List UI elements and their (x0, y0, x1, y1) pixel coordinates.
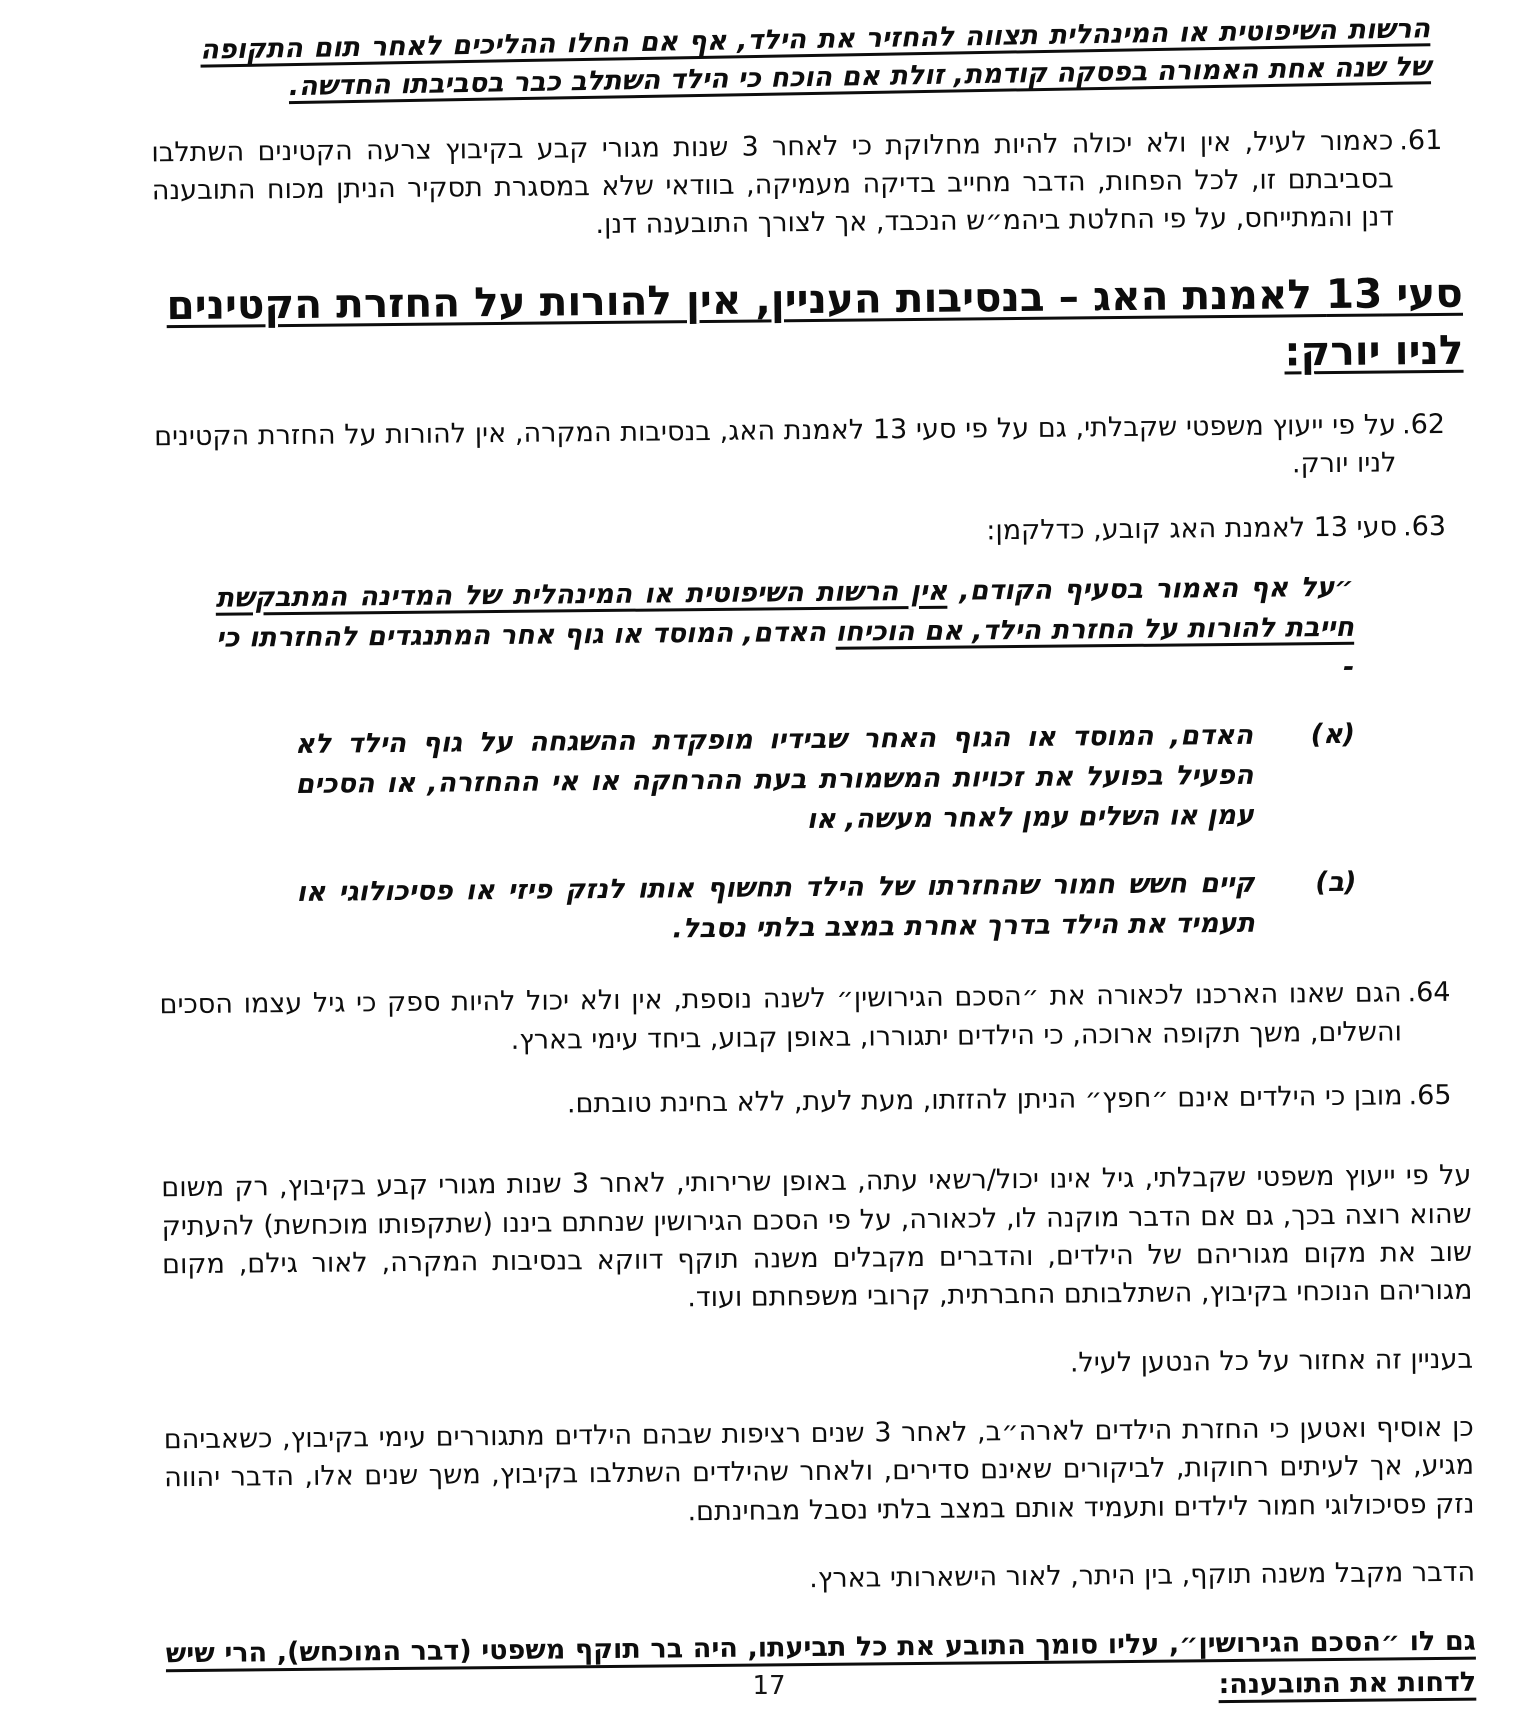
clause-b-text: קיים חשש חמור שהחזרתו של הילד תחשוף אותו לנזק פיזי או פסיכולוגי או תעמיד את הילד בדרך אחרת במצב בלתי נסבל. (296, 868, 1256, 945)
clause-a (217, 715, 1356, 846)
clause-b (218, 863, 1357, 954)
paragraph-number: 64. (1407, 977, 1451, 1009)
paragraph-text: כאמור לעיל, אין ולא יכולה להיות מחלוקת כי לאחר 3 שנות מגורי קבע בקיבוץ צרעה הקטינים השתלבו בסביבתם זו, לכל הפחות, הדבר מחייב בדיקה מעמיקה, בוודאי שלא במסגרת תסקיר הניתן מכוח התובענה דנן והמתייחס, על פי החלטת ביהמ״ש הנכבד, אך לצורך התובענה דנן. (151, 125, 1395, 241)
paragraph-text: מובן כי הילדים אינם ״חפץ״ הניתן להזזתו, מעת לעת, ללא בחינת טובתם. (566, 1080, 1403, 1120)
closing-statement: גם לו ״הסכם הגירושין״, עליו סומך התובע את כל תביעתו, היה בר תוקף משפטי (דבר המוכחש), הרי שיש לדחות את התובענה: (165, 1625, 1477, 1700)
clause-a-text: האדם, המוסד או הגוף האחר שבידיו מופקדת ההשגחה על גוף הילד לא הפעיל בפועל את זכויות המשמורת בעת ההרחקה או אי ההחזרה, או הסכים עמן או השלים עמן לאחר מעשה, או (294, 720, 1254, 836)
paragraph-65 (160, 1077, 1470, 1128)
paragraph-62 (154, 405, 1465, 494)
quote-underlined-phrase: אין הרשות השיפוטית או המינהלית של המדינה המתבקשת חייבת להורות על החזרת הילד, אם הוכיחו (215, 575, 1355, 648)
paragraph-text: על פי ייעוץ משפטי שקבלתי, גם על פי סעי 13 לאמנת האג, בנסיבות המקרה, אין להורות על החזרת הקטינים לניו יורק. (153, 409, 1397, 480)
paragraph-63 (155, 508, 1465, 559)
argument-paragraph-2: בעניין זה אחזור על כל הנטען לעיל. (1069, 1343, 1474, 1379)
paragraph-text: הגם שאנו הארכנו לכאורה את ״הסכם הגירושין״ לשנה נוספת, אין ולא יכול להיות ספק כי גיל עצמו הסכים והשלים, משך תקופה ארוכה, כי הילדים יתגוררו, באופן קבוע, ביחד עימי בארץ. (159, 977, 1403, 1056)
statute-quote-intro (215, 567, 1354, 698)
quote-lead: ״על אף האמור בסעיף הקודם, (947, 571, 1354, 607)
clause-a-marker: (א) (1310, 719, 1356, 751)
paragraph-number: 65. (1408, 1079, 1452, 1112)
clause-b-marker: (ב) (1315, 867, 1357, 899)
page-number: 17 (752, 1671, 786, 1702)
argument-paragraph-1: על פי ייעוץ משפטי שקבלתי, גיל אינו יכול/רשאי עתה, באופן שרירותי, לאחר 3 שנות מגורי קבע בקיבוץ, רק משום שהוא רוצה בכך, גם אם הדבר מוקנה לו, לכאורה, על פי הסכם הגירושין שנחתם ביננו (שתקפותו מוכחשת) להעתיק שוב את מקום מגוריהם של הילדים, והדברים מקבלים משנה תוקף דווקא בנסיבות המקרה, לאור גילם, מקום מגוריהם הנוכחי בקיבוץ, השתלבותם החברתית, קרובי משפחתם ועוד. (161, 1159, 1473, 1314)
paragraph-number: 63. (1402, 511, 1447, 543)
section-heading (153, 264, 1464, 392)
statute-quote (215, 567, 1357, 954)
paragraph-number: 61. (1399, 124, 1443, 156)
carried-over-quote: הרשות השיפוטית או המינהלית תצווה להחזיר את הילד, אף אם החלו ההליכים לאחר תום התקופה של שנה אחת האמורה בפסקה קודמת, זולת אם הוכח כי הילד השתלב כבר בסביבתו החדשה. (200, 13, 1432, 103)
quote-tail: האדם, המוסד או גוף אחר המתנגדים להחזרתו כי - (215, 616, 1355, 683)
paragraph-61 (151, 121, 1462, 249)
paragraph-number: 62. (1401, 408, 1446, 440)
argument-paragraph-3: כן אוסיף ואטען כי החזרת הילדים לארה״ב, לאחר 3 שנים רציפות שבהם הילדים מתגוררים עימי בקיבוץ, כשאביהם מגיע, אך לעיתים רחוקות, לביקורים שאינם סדירים, ולאחר שהילדים השתלבו בקיבוץ, משך שנים אלו, הדבר יהווה נזק פסיכולוגי חמור לילדים ותעמיד אותם במצב בלתי נסבל מבחינתם. (163, 1411, 1475, 1527)
section-heading-text: סעי 13 לאמנת האג – בנסיבות העניין, אין להורות על החזרת הקטינים לניו יורק: (166, 268, 1464, 376)
paragraph-text: סעי 13 לאמנת האג קובע, כדלקמן: (986, 511, 1398, 547)
argument-paragraph-4: הדבר מקבל משנה תוקף, בין היתר, לאור הישארותי בארץ. (809, 1556, 1476, 1594)
paragraph-64 (159, 974, 1470, 1063)
